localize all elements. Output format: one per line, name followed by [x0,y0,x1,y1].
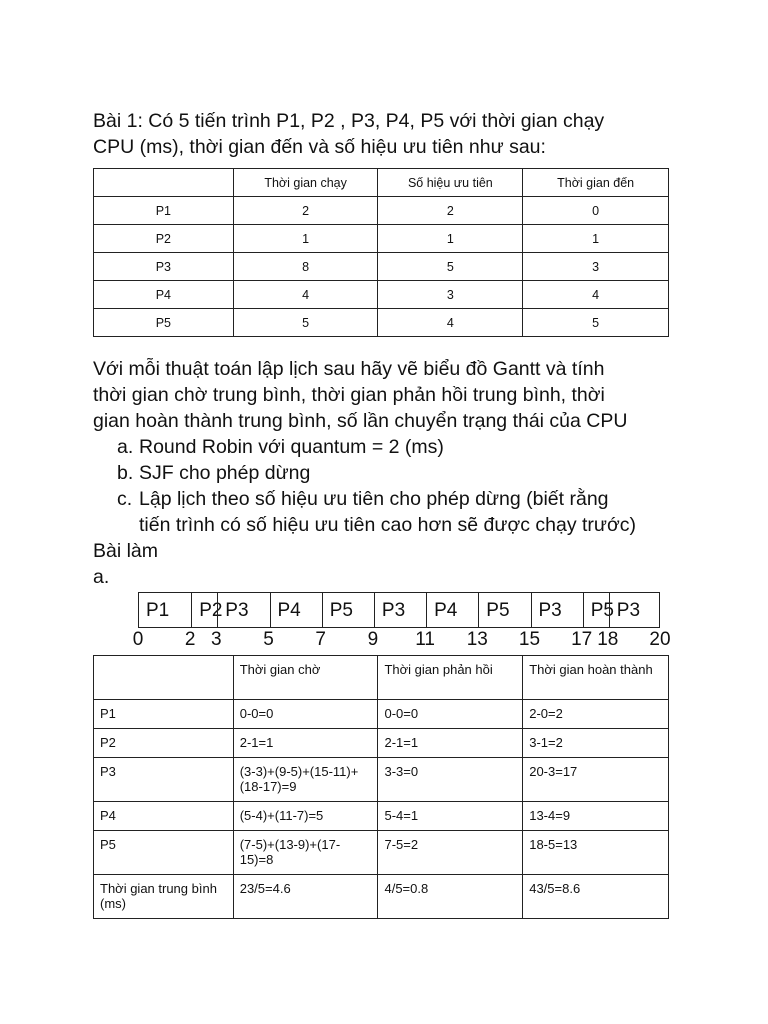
table-cell: (3-3)+(9-5)+(15-11)+(18-17)=9 [233,758,378,802]
header-cell: Thời gian chạy [233,169,378,197]
table-cell: P2 [94,225,234,253]
task-line-3: gian hoàn thành trung bình, số lần chuyển trạng thái của CPU [93,410,628,432]
table-cell: P3 [94,758,234,802]
header-cell: Thời gian chờ [233,656,378,700]
table-row [94,309,669,337]
table-cell: P2 [94,729,234,758]
table-cell: 3-1=2 [523,729,669,758]
header-cell: Thời gian đến [523,169,669,197]
table-cell: Thời gian trung bình (ms) [94,875,234,919]
gantt-tick-label: 11 [415,629,435,650]
table-cell: 8 [233,253,378,281]
table-cell: 3 [523,253,669,281]
answer-heading: Bài làm [93,540,159,562]
gantt-tick-label: 17 [571,629,593,650]
list-item-text-continued: tiến trình có số hiệu ưu tiên cao hơn sẽ được chạy trước) [139,514,637,536]
table-cell: 0 [523,197,669,225]
table-cell: 4 [523,281,669,309]
gantt-tick-label: 18 [597,629,619,650]
table-row [94,197,669,225]
table-cell: 4 [233,281,378,309]
table-cell: 0-0=0 [378,700,523,729]
table-cell: 5 [233,309,378,337]
table-cell: 2-0=2 [523,700,669,729]
table-cell: (7-5)+(13-9)+(17-15)=8 [233,831,378,875]
list-item-label: c. [117,488,133,510]
table-cell: 2-1=1 [378,729,523,758]
gantt-segment: P3 [374,593,426,627]
gantt-tick-label: 20 [649,629,671,650]
gantt-time-axis [0,628,768,654]
table-cell: (5-4)+(11-7)=5 [233,802,378,831]
algorithm-list [117,434,636,538]
list-item [117,434,636,460]
table-cell: P3 [94,253,234,281]
intro-line-2: CPU (ms), thời gian đến và số hiệu ưu tiên như sau: [93,136,546,158]
table-row [94,700,669,729]
task-line-1: Với mỗi thuật toán lập lịch sau hãy vẽ biểu đồ Gantt và tính [93,358,605,380]
table-cell: 20-3=17 [523,758,669,802]
task-line-2: thời gian chờ trung bình, thời gian phản hồi trung bình, thời [93,384,605,406]
gantt-chart [138,592,660,628]
gantt-segment: P5 [583,593,609,627]
result-table [93,655,669,919]
table-cell: 13-4=9 [523,802,669,831]
header-cell [94,169,234,197]
table-row [94,253,669,281]
table-cell: P5 [94,831,234,875]
table-cell: P4 [94,281,234,309]
gantt-segment: P4 [426,593,478,627]
table-row [94,225,669,253]
table-cell: 1 [378,225,523,253]
process-table-header-row [94,169,669,197]
list-item-label: b. [117,462,134,484]
gantt-segment: P3 [217,593,269,627]
gantt-tick-label: 0 [132,629,144,650]
gantt-tick-label: 13 [466,629,488,650]
table-row [94,875,669,919]
gantt-tick-label: 15 [518,629,541,650]
table-cell: 5 [378,253,523,281]
part-a-label: a. [93,566,110,588]
gantt-tick-label: 9 [367,629,379,650]
gantt-segment: P5 [322,593,374,627]
table-cell: 3-3=0 [378,758,523,802]
intro-paragraph [93,108,604,160]
table-cell: 1 [523,225,669,253]
header-cell: Số hiệu ưu tiên [378,169,523,197]
table-cell: 1 [233,225,378,253]
list-item-text: Lập lịch theo số hiệu ưu tiên cho phép dừng (biết rằng [139,488,609,510]
list-item-text: Round Robin với quantum = 2 (ms) [139,436,444,458]
task-paragraph [93,356,627,434]
gantt-tick-label: 2 [184,629,196,650]
table-cell: 5 [523,309,669,337]
list-item [117,460,636,486]
gantt-tick-label: 3 [211,629,222,650]
gantt-segment: P2 [191,593,217,627]
table-cell: 4/5=0.8 [378,875,523,919]
table-cell: P4 [94,802,234,831]
table-cell: 4 [378,309,523,337]
table-cell: 23/5=4.6 [233,875,378,919]
table-row [94,831,669,875]
table-cell: 3 [378,281,523,309]
gantt-tick-label: 7 [315,629,326,650]
intro-line-1: Bài 1: Có 5 tiến trình P1, P2 , P3, P4, P5 với thời gian chạy [93,110,605,132]
table-cell: 43/5=8.6 [523,875,669,919]
table-cell: 2-1=1 [233,729,378,758]
header-cell [94,656,234,700]
table-cell: P1 [94,197,234,225]
gantt-tick-label: 5 [263,629,274,650]
header-cell: Thời gian phản hồi [378,656,523,700]
list-item-label: a. [117,436,134,458]
gantt-segment: P3 [609,593,661,627]
table-row [94,802,669,831]
table-cell: P1 [94,700,234,729]
table-cell: P5 [94,309,234,337]
list-item-text: SJF cho phép dừng [139,462,311,484]
table-cell: 2 [233,197,378,225]
table-cell: 2 [378,197,523,225]
table-row [94,281,669,309]
table-cell: 0-0=0 [233,700,378,729]
table-row [94,758,669,802]
table-cell: 5-4=1 [378,802,523,831]
gantt-segment: P5 [478,593,530,627]
gantt-segment: P4 [270,593,322,627]
process-table [93,168,669,337]
table-cell: 18-5=13 [523,831,669,875]
gantt-segment: P3 [531,593,583,627]
table-cell: 7-5=2 [378,831,523,875]
header-cell: Thời gian hoàn thành [523,656,669,700]
gantt-segment: P1 [146,600,170,621]
result-table-header-row [94,656,669,700]
table-row [94,729,669,758]
list-item [117,486,636,538]
